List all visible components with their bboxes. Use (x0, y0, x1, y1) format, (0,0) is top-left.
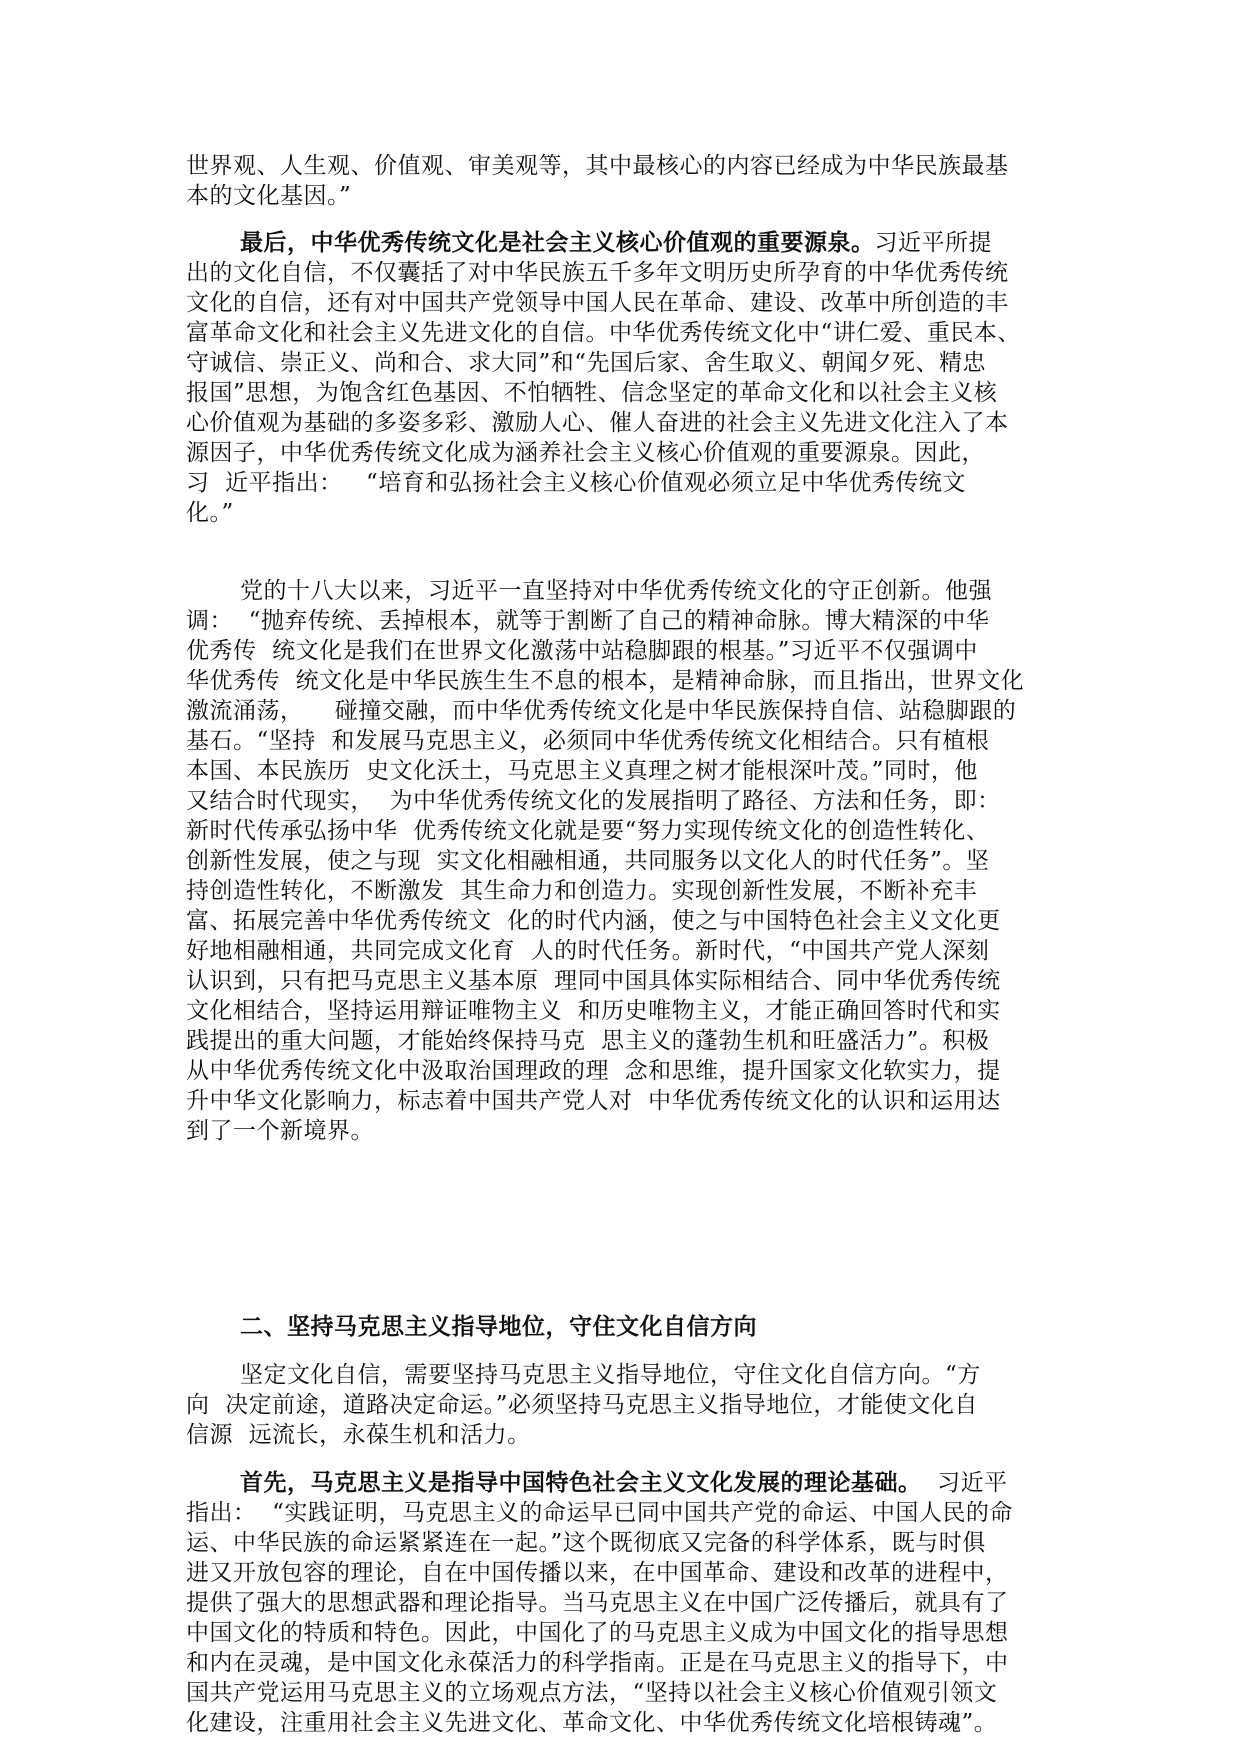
text-line: 本的文化基因。” (186, 183, 352, 209)
text-span: 习近平 (921, 1470, 1008, 1496)
text-line: 富革命文化和社会主义先进文化的自信。中华优秀传统文化中“讲仁爱、重民本、 (186, 320, 1021, 346)
text-line: 向 决定前途，道路决定命运。”必须坚持马克思主义指导地位，才能使文化自 (186, 1392, 978, 1418)
text-line: 世界观、人生观、价值观、审美观等，其中最核心的内容已经成为中华民族最基 (186, 153, 1009, 179)
text-line: 又结合时代现实， 为中华优秀传统文化的发展指明了路径、方法和任务，即： (186, 788, 1001, 814)
text-line: 调： “抛弃传统、丢掉根本，就等于割断了自己的精神命脉。博大精深的中华 (186, 608, 990, 634)
text-line: 升中华文化影响力，标志着中国共产党人对 中华优秀传统文化的认识和运用达 (186, 1088, 1001, 1114)
text-line: 化。” (186, 500, 234, 526)
text-line: 文化的自信，还有对中国共产党领导中国人民在革命、建设、改革中所创造的丰 (186, 290, 1009, 316)
text-line: 心价值观为基础的多姿多彩、激励人心、催人奋进的社会主义先进文化注入了本 (186, 410, 1009, 436)
text-line: 守诚信、崇正义、尚和合、求大同”和“先国后家、舍生取义、朝闻夕死、精忠 (186, 350, 987, 376)
text-line: 指出： “实践证明，马克思主义的命运早已同中国共产党的命运、中国人民的命 (186, 1500, 1013, 1526)
text-line: 创新性发展，使之与现 实文化相融相通，共同服务以文化人的时代任务”。坚 (186, 848, 990, 874)
text-line: 新时代传承弘扬中华 优秀传统文化就是要“努力实现传统文化的创造性转化、 (186, 818, 990, 844)
text-line: 和内在灵魂，是中国文化永葆活力的科学指南。正是在马克思主义的指导下，中 (186, 1650, 1009, 1676)
text-line: 信源 远流长，永葆生机和活力。 (186, 1422, 531, 1448)
text-line: 优秀传 统文化是我们在世界文化激荡中站稳脚跟的根基。”习近平不仅强调中 (186, 638, 978, 664)
text-line: 到了一个新境界。 (186, 1118, 374, 1144)
text-line: 好地相融相通，共同完成文化育 人的时代任务。新时代，“中国共产党人深刻 (186, 938, 990, 964)
text-line: 中国文化的特质和特色。因此，中国化了的马克思主义成为中国文化的指导思想 (186, 1620, 1009, 1646)
text-line: 本国、本民族历 史文化沃土，马克思主义真理之树才能根深叶茂。”同时，他 (186, 758, 978, 784)
text-line: 党的十八大以来，习近平一直坚持对中华优秀传统文化的守正创新。他强 (240, 578, 992, 604)
text-line: 基石。“坚持 和发展马克思主义，必须同中华优秀传统文化相结合。只有植根 (186, 728, 990, 754)
text-line: 国共产党运用马克思主义的立场观点方法，“坚持以社会主义核心价值观引领文 (186, 1680, 998, 1706)
section-heading: 二、坚持马克思主义指导地位，守住文化自信方向 (240, 1314, 757, 1340)
text-line: 进又开放包容的理论，自在中国传播以来，在中国革命、建设和改革的进程中， (186, 1560, 1009, 1586)
text-line: 提供了强大的思想武器和理论指导。当马克思主义在中国广泛传播后，就具有了 (186, 1590, 1009, 1616)
text-line: 运、中华民族的命运紧紧连在一起。”这个既彻底又完备的科学体系，既与时俱 (186, 1530, 986, 1556)
text-line: 习 近平指出： “培育和弘扬社会主义核心价值观必须立足中华优秀传统文 (186, 470, 966, 496)
text-line: 文化相结合，坚持运用辩证唯物主义 和历史唯物主义，才能正确回答时代和实 (186, 998, 1001, 1024)
text-line: 富、拓展完善中华优秀传统文 化的时代内涵，使之与中国特色社会主义文化更 (186, 908, 1001, 934)
text-line: 源因子，中华优秀传统文化成为涵养社会主义核心价值观的重要源泉。因此， (186, 440, 985, 466)
bold-lead-sentence: 首先，马克思主义是指导中国特色社会主义文化发展的理论基础。 (240, 1469, 922, 1496)
text-line: 认识到，只有把马克思主义基本原 理同中国具体实际相结合、同中华优秀传统 (186, 968, 1001, 994)
text-line: 持创造性转化，不断激发 其生命力和创造力。实现创新性发展，不断补充丰 (186, 878, 978, 904)
text-line: 出的文化自信，不仅囊括了对中华民族五千多年文明历史所孕育的中华优秀传统 (186, 260, 1009, 286)
text-line: 激流涌荡， 碰撞交融，而中华优秀传统文化是中华民族保持自信、站稳脚跟的 (186, 698, 1017, 724)
bold-lead-sentence: 最后，中华优秀传统文化是社会主义核心价值观的重要源泉。 (240, 229, 875, 256)
text-line: 化建设，注重用社会主义先进文化、革命文化、中华优秀传统文化培根铸魂”。 (186, 1710, 998, 1736)
text-line: 报国”思想，为饱含红色基因、不怕牺牲、信念坚定的革命文化和以社会主义核 (186, 380, 998, 406)
text-line: 华优秀传 统文化是中华民族生生不息的根本，是精神命脉，而且指出，世界文化 (186, 668, 1025, 694)
text-line: 践提出的重大问题，才能始终保持马克 思主义的蓬勃生机和旺盛活力”。积极 (186, 1028, 990, 1054)
text-line: 坚定文化自信，需要坚持马克思主义指导地位，守住文化自信方向。“方 (240, 1362, 981, 1388)
text-line: 从中华优秀传统文化中汲取治国理政的理 念和思维，提升国家文化软实力，提 (186, 1058, 1001, 1084)
text-span: 习近平所提 (874, 230, 992, 256)
